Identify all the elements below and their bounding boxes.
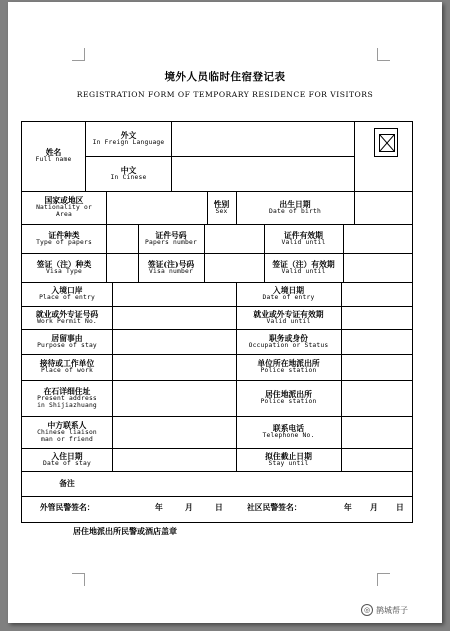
visa-type-label: 签证（注）种类 Visa Type: [36, 259, 92, 275]
foreign-police-signature-label: 外管民警签名：: [40, 503, 95, 512]
paper-type-label: 证件种类 Type of papers: [36, 230, 92, 246]
purpose-of-stay-label: 居留事由 Purpose of stay: [37, 333, 97, 349]
work-permit-valid-label: 就业或外专证有效期 Valid until: [253, 309, 324, 325]
stay-until-label: 拟住截止日期 Stay until: [265, 451, 312, 467]
community-police-signature-label: 社区民警签名：: [247, 503, 302, 512]
visa-valid-label: 签证（注）有效期 Valid until: [272, 259, 335, 275]
month-label-1: 月: [185, 503, 193, 512]
chinese-name-label: 中文 In Cinese: [110, 165, 147, 181]
sex-label: 性别 Sex: [213, 199, 230, 215]
visa-number-label: 签证(注)号码 Visa number: [147, 259, 195, 275]
telephone-label: 联系电话 Telephone No.: [262, 424, 315, 440]
paper-valid-label: 证件有效期 Valid until: [281, 230, 326, 246]
day-label-1: 日: [215, 503, 223, 512]
present-address-label: 在石详细住址 Present address in Shijiazhuang: [37, 386, 97, 409]
photo-box: [374, 128, 398, 157]
liaison-label: 中方联系人 Chinese liaison man or friend: [37, 420, 97, 443]
stamp-instruction: 居住地派出所民警或酒店盖章: [73, 526, 177, 536]
crop-mark-top-left: [72, 48, 85, 61]
registration-form-table: [21, 121, 413, 523]
check-in-date-label: 入住日期 Date of stay: [43, 451, 91, 467]
month-label-2: 月: [370, 503, 378, 512]
name-label: 姓名 Full name: [35, 148, 72, 164]
date-of-birth-label: 出生日期 Date of birth: [269, 199, 321, 215]
wechat-icon: ◎: [361, 604, 373, 616]
crop-mark-top-right: [377, 48, 390, 61]
residence-police-station-label: 居住地派出所 Police station: [260, 390, 317, 406]
entry-date-label: 入境日期 Date of entry: [262, 286, 315, 302]
work-police-station-label: 单位所在地派出所 Police station: [257, 359, 320, 375]
place-of-work-label: 接待或工作单位 Place of work: [39, 359, 95, 375]
paper-number-label: 证件号码 Papers number: [145, 230, 197, 246]
form-title-chinese: 境外人员临时住宿登记表: [164, 71, 286, 83]
day-label-2: 日: [396, 503, 404, 512]
crop-mark-bottom-right: [377, 573, 390, 586]
photo-placeholder-icon: [379, 134, 395, 152]
watermark-text: 鹊城帮子: [376, 605, 408, 615]
nationality-label: 国家或地区 Nationality or Area: [36, 196, 92, 219]
remarks-label: 备注: [59, 478, 75, 488]
occupation-label: 职务或身份 Occupation or Status: [248, 333, 329, 349]
year-label-2: 年: [344, 503, 352, 512]
watermark: [361, 604, 408, 616]
entry-port-label: 入境口岸 Place of entry: [39, 286, 95, 302]
form-title-english: REGISTRATION FORM OF TEMPORARY RESIDENCE FOR VISITORS: [76, 90, 374, 99]
work-permit-label: 就业或外专证号码 Work Permit No.: [35, 309, 99, 325]
year-label-1: 年: [155, 503, 163, 512]
crop-mark-bottom-left: [72, 573, 85, 586]
foreign-language-label: 外文 In Freign Language: [92, 130, 165, 146]
